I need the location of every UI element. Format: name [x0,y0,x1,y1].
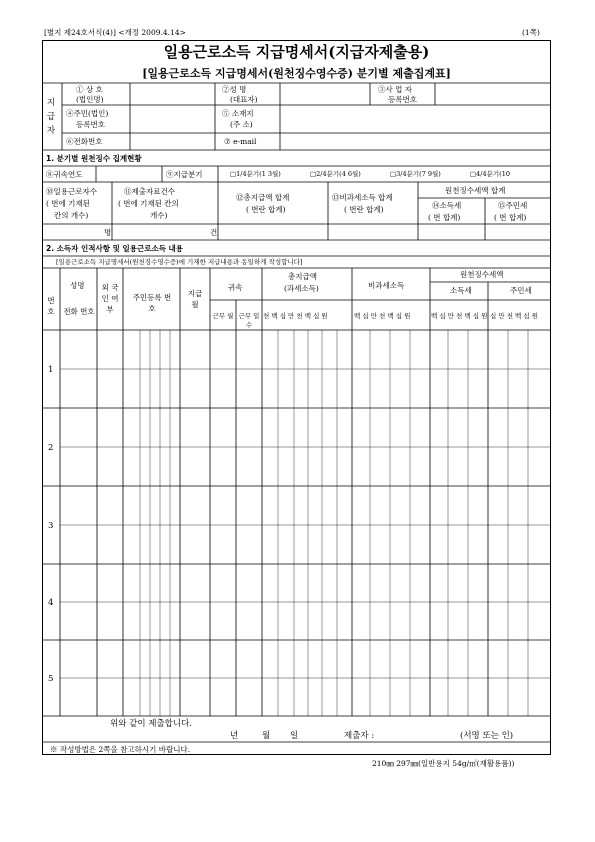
digits-resident: 십 만 천 백 십 원 [490,312,539,320]
col-number-header: 번 호 [47,296,55,316]
digits-income: 백 십 만 천 백 십 원 [431,312,488,320]
col-work-month-header: 근무 월 [212,312,234,320]
representative-label-sub: (대표자) [230,95,258,104]
pay-quarter-label: ⑨지급분기 [166,170,203,179]
submission-count-label-2: ( 번에 기재된 칸의 [118,199,179,208]
instructions-note: ※ 작성방법은 2쪽을 참고하시기 바랍니다. [50,745,191,754]
business-number-label-sub: 등록번호 [388,95,417,104]
row-number-5: 5 [48,674,54,684]
row-number-2: 2 [48,443,54,453]
col-resident-tax-header: 주민세 [510,286,532,295]
form-subtitle: [일용근로소득 지급명세서(원천징수영수증) 분기별 제출집계표] [142,67,451,80]
submission-count-label-3: 개수) [150,211,168,220]
quarter-option-3[interactable]: □3/4분기(7 9월) [390,170,441,178]
address-label-sub: (주 소) [230,120,253,129]
section1-title: 1. 분기별 원천징수 집계현황 [46,154,142,163]
quarter-option-1[interactable]: □1/4분기(1 3월) [230,170,281,178]
row-number-1: 1 [48,365,54,375]
col-foreign-header: 외 국인 여부 [101,283,119,314]
digits-nontax: 백 십 만 천 백 십 원 [354,312,411,320]
resident-tax-total-label-2: ( 번 합계) [494,213,527,222]
col-paymonth-header: 지급 월 [187,289,203,309]
col-phone-header: 전화 번호 [63,307,95,316]
resident-number-label: ④주민(법인) [66,109,109,118]
col-name-header: 성명 [70,281,85,290]
payer-side-label: 지 급 자 [46,98,56,136]
col-total-header: 총지급액 [288,272,317,281]
form-title: 일용근로소득 지급명세서(지급자제출용) [163,43,430,61]
col-nontax-header: 비과세소득 [368,281,405,290]
business-number-label: ③사 업 자 [378,85,413,94]
col-attr-header: 귀속 [228,283,243,292]
paper-spec: 210㎜ 297㎜(일반용지 54g/㎡(재활용품)) [372,759,515,768]
worker-count-label: ⑩일용근로자수 [46,187,97,196]
digits-total: 천 백 십 만 천 백 십 원 [263,312,328,320]
date-year: 년 [230,731,239,741]
submission-count-label: ⑪제출자료건수 [124,187,175,196]
section2-title: 2. 소득자 인적사항 및 일용근로소득 내용 [46,244,184,253]
withholding-total-label: 원천징수세액 합계 [445,186,506,195]
quarter-option-4[interactable]: □4/4분기(10 [470,170,510,178]
worker-count-label-3: 칸의 개수) [54,211,89,220]
total-pay-label: ⑫총지급액 합계 [236,193,290,202]
col-work-days-header: 근무 일수 [238,312,260,329]
unit-people: 명 [104,228,112,237]
email-label: ⑦ e-mail [224,137,257,146]
date-month: 월 [262,731,271,741]
phone-label: ⑥전화번호 [66,137,103,146]
row-number-4: 4 [48,598,54,608]
resident-number-label-sub: 등록번호 [76,120,105,129]
worker-count-label-2: ( 번에 기재된 [46,199,90,208]
resident-tax-total-label: ⑮주민세 [498,201,528,210]
company-name-label: ① 상 호 [76,85,103,94]
attr-year-label: ⑧귀속연도 [46,170,83,179]
nontax-label: ⑬비과세소득 합계 [332,193,393,202]
date-day: 일 [290,731,299,741]
total-pay-label-2: ( 번란 합계) [246,205,286,214]
submitter-label: 제출자 : [344,731,375,741]
unit-cases: 건 [210,228,218,237]
col-rrn-header: 주민등록 번호 [132,293,172,313]
form-reference: [별지 제24호서식(4)] <개정 2009.4.14> [44,28,186,37]
company-name-label-sub: (법인명) [76,95,104,104]
page-number: (1쪽) [522,28,540,37]
address-label: ⑤ 소재지 [222,109,254,118]
income-tax-total-label: ⑭소득세 [432,201,462,210]
row-number-3: 3 [48,521,54,531]
quarter-option-2[interactable]: □2/4분기(4 6월) [310,170,361,178]
col-total-header-sub: (과세소득) [284,284,319,293]
section2-note: [일용근로소득 지급명세서(원천징수영수증)에 기재한 지급내용과 동일하게 작성합니다] [56,258,303,266]
representative-label: ②성 명 [222,85,247,94]
nontax-label-2: ( 번란 합계) [344,205,384,214]
col-withholding-header: 원천징수세액 [460,270,504,279]
col-income-tax-header: 소득세 [450,286,472,295]
submit-statement: 위와 같이 제출합니다. [110,719,193,729]
income-tax-total-label-2: ( 번 합계) [428,213,461,222]
signature-label: (서명 또는 인) [460,731,514,741]
